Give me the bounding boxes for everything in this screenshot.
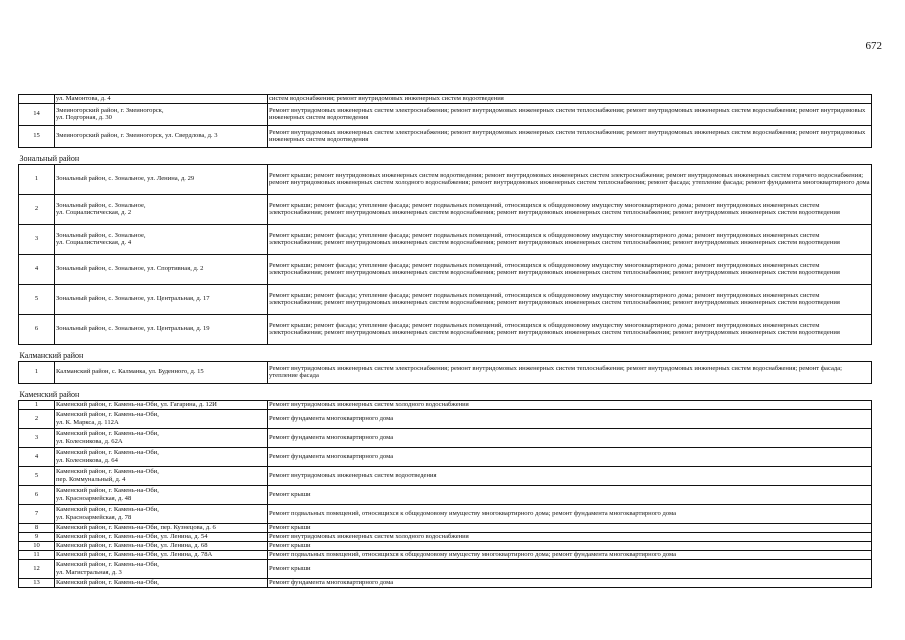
row-number: 10 — [19, 541, 55, 550]
section-header-row — [19, 147, 872, 164]
repair-works: Ремонт фундамента многоквартирного дома — [268, 578, 872, 587]
building-address: Каменский район, г. Камень-на-Оби, ул. Ленина, д. 78А — [55, 550, 268, 559]
row-number: 11 — [19, 550, 55, 559]
repair-works: Ремонт крыши; ремонт фасада; утепление фасада; ремонт подвальных помещений, относящихся к общедомовому имуществу многоквартирного дома; ремонт внутридомовых инженерных систем электроснабжения; ремонт внутридомовых инженерных систем водоснабжения; ремонт внутридомовых инженерных систем теплоснабжения; ремонт внутридомовых инженерных систем водоотведения — [268, 284, 872, 314]
row-number: 5 — [19, 466, 55, 485]
building-address: Каменский район, г. Камень-на-Оби, ул. Магистральная, д. 3 — [55, 559, 268, 578]
repair-works: Ремонт фундамента многоквартирного дома — [268, 447, 872, 466]
building-address: Каменский район, г. Камень-на-Оби, ул. Колесникова, д. 62А — [55, 428, 268, 447]
building-address: Каменский район, г. Камень-на-Оби, ул. Ленина, д. 54 — [55, 532, 268, 541]
building-address: ул. Мамонтова, д. 4 — [55, 95, 268, 104]
table-row — [19, 224, 872, 254]
row-number: 15 — [19, 125, 55, 147]
table-row — [19, 559, 872, 578]
repair-works: Ремонт крыши; ремонт фасада; утепление фасада; ремонт подвальных помещений, относящихся к общедомовому имуществу многоквартирного дома; ремонт внутридомовых инженерных систем электроснабжения; ремонт внутридомовых инженерных систем водоснабжения; ремонт внутридомовых инженерных систем теплоснабжения; ремонт внутридомовых инженерных систем водоотведения — [268, 254, 872, 284]
row-number: 1 — [19, 361, 55, 383]
row-number: 3 — [19, 428, 55, 447]
building-address: Калманский район, с. Калманка, ул. Буденного, д. 15 — [55, 361, 268, 383]
repair-works: Ремонт крыши; ремонт фасада; утепление фасада; ремонт подвальных помещений, относящихся к общедомовому имуществу многоквартирного дома; ремонт внутридомовых инженерных систем электроснабжения; ремонт внутридомовых инженерных систем водоснабжения; ремонт внутридомовых инженерных систем теплоснабжения; ремонт внутридомовых инженерных систем водоотведения — [268, 314, 872, 344]
repair-works: Ремонт внутридомовых инженерных систем холодного водоснабжения — [268, 400, 872, 409]
repair-works: Ремонт подвальных помещений, относящихся к общедомовому имуществу многоквартирного дома; ремонт фундамента многоквартирного дома — [268, 504, 872, 523]
repair-works: систем водоснабжения; ремонт внутридомовых инженерных систем водоотведения — [268, 95, 872, 104]
row-number: 5 — [19, 284, 55, 314]
section-header-row — [19, 344, 872, 361]
building-address: Змеиногорский район, г. Змеиногорск, ул. Свердлова, д. 3 — [55, 125, 268, 147]
table-row — [19, 194, 872, 224]
row-number: 13 — [19, 578, 55, 587]
repair-works: Ремонт внутридомовых инженерных систем водоотведения — [268, 466, 872, 485]
building-address: Каменский район, г. Камень-на-Оби, ул. Колесникова, д. 64 — [55, 447, 268, 466]
building-address: Зональный район, с. Зональное, ул. Социалистическая, д. 2 — [55, 194, 268, 224]
table-row — [19, 428, 872, 447]
building-address: Зональный район, с. Зональное, ул. Спортивная, д. 2 — [55, 254, 268, 284]
building-address: Каменский район, г. Камень-на-Оби, ул. Гагарина, д. 12И — [55, 400, 268, 409]
table-row — [19, 523, 872, 532]
repair-works: Ремонт крыши — [268, 559, 872, 578]
building-address: Каменский район, г. Камень-на-Оби, ул. Ленина, д. 68 — [55, 541, 268, 550]
table-row — [19, 485, 872, 504]
table-row — [19, 314, 872, 344]
building-address: Каменский район, г. Камень-на-Оби, пер. Кузнецова, д. 6 — [55, 523, 268, 532]
repair-works: Ремонт крыши; ремонт внутридомовых инженерных систем водоотведения; ремонт внутридомовых инженерных систем электроснабжения; ремонт внутридомовых инженерных систем горячего водоснабжения; ремонт внутридомовых инженерных систем холодного водоснабжения; ремонт внутридомовых инженерных систем теплоснабжения; ремонт фасада; утепление фасада; ремонт фундамента многоквартирного дома — [268, 164, 872, 194]
repair-works: Ремонт крыши; ремонт фасада; утепление фасада; ремонт подвальных помещений, относящихся к общедомовому имуществу многоквартирного дома; ремонт внутридомовых инженерных систем электроснабжения; ремонт внутридомовых инженерных систем водоснабжения; ремонт внутридомовых инженерных систем теплоснабжения; ремонт внутридомовых инженерных систем водоотведения — [268, 224, 872, 254]
table-row — [19, 284, 872, 314]
building-address: Змеиногорский район, г. Змеиногорск, ул. Подгорная, д. 30 — [55, 103, 268, 125]
table-row — [19, 254, 872, 284]
row-number: 2 — [19, 194, 55, 224]
repair-works: Ремонт внутридомовых инженерных систем холодного водоснабжения — [268, 532, 872, 541]
row-number: 4 — [19, 254, 55, 284]
repair-works: Ремонт крыши; ремонт фасада; утепление фасада; ремонт подвальных помещений, относящихся к общедомовому имуществу многоквартирного дома; ремонт внутридомовых инженерных систем электроснабжения; ремонт внутридомовых инженерных систем водоснабжения; ремонт внутридомовых инженерных систем теплоснабжения; ремонт внутридомовых инженерных систем водоотведения — [268, 194, 872, 224]
table-row — [19, 409, 872, 428]
table-body — [19, 95, 872, 588]
table-row — [19, 125, 872, 147]
row-number: 2 — [19, 409, 55, 428]
row-number: 6 — [19, 314, 55, 344]
building-address: Каменский район, г. Камень-на-Оби, ул. Красноармейская, д. 48 — [55, 485, 268, 504]
row-number: 4 — [19, 447, 55, 466]
building-address: Зональный район, с. Зональное, ул. Центральная, д. 17 — [55, 284, 268, 314]
building-address: Каменский район, г. Камень-на-Оби, — [55, 578, 268, 587]
table-row — [19, 400, 872, 409]
table-row — [19, 578, 872, 587]
repair-works: Ремонт внутридомовых инженерных систем электроснабжения; ремонт внутридомовых инженерных систем теплоснабжения; ремонт внутридомовых инженерных систем водоснабжения; ремонт внутридомовых инженерных систем водоотведения — [268, 103, 872, 125]
building-address: Зональный район, с. Зональное, ул. Социалистическая, д. 4 — [55, 224, 268, 254]
table-row — [19, 504, 872, 523]
row-number: 1 — [19, 400, 55, 409]
table-row — [19, 466, 872, 485]
repair-works: Ремонт крыши — [268, 485, 872, 504]
table-row — [19, 95, 872, 104]
table-row — [19, 550, 872, 559]
section-title: Зональный район — [19, 147, 872, 164]
table-row — [19, 164, 872, 194]
repair-works: Ремонт крыши — [268, 523, 872, 532]
page-number: 672 — [865, 40, 882, 52]
row-number: 3 — [19, 224, 55, 254]
building-address: Зональный район, с. Зональное, ул. Ленина, д. 29 — [55, 164, 268, 194]
table-row — [19, 532, 872, 541]
building-address: Зональный район, с. Зональное, ул. Центральная, д. 19 — [55, 314, 268, 344]
row-number: 7 — [19, 504, 55, 523]
repair-works: Ремонт крыши — [268, 541, 872, 550]
table-row — [19, 103, 872, 125]
table-row — [19, 361, 872, 383]
building-address: Каменский район, г. Камень-на-Оби, ул. Красноармейская, д. 78 — [55, 504, 268, 523]
building-address: Каменский район, г. Камень-на-Оби, пер. Коммунальный, д. 4 — [55, 466, 268, 485]
repair-works: Ремонт внутридомовых инженерных систем электроснабжения; ремонт внутридомовых инженерных систем теплоснабжения; ремонт внутридомовых инженерных систем водоснабжения; ремонт внутридомовых инженерных систем водоотведения — [268, 125, 872, 147]
repair-register-table — [18, 94, 872, 588]
row-number: 12 — [19, 559, 55, 578]
table-row — [19, 541, 872, 550]
repair-works: Ремонт подвальных помещений, относящихся к общедомовому имуществу многоквартирного дома; ремонт фундамента многоквартирного дома — [268, 550, 872, 559]
section-title: Калманский район — [19, 344, 872, 361]
row-number: 6 — [19, 485, 55, 504]
row-number: 9 — [19, 532, 55, 541]
table-row — [19, 447, 872, 466]
repair-works: Ремонт фундамента многоквартирного дома — [268, 428, 872, 447]
row-number: 1 — [19, 164, 55, 194]
section-header-row — [19, 383, 872, 400]
building-address: Каменский район, г. Камень-на-Оби, ул. К. Маркса, д. 112А — [55, 409, 268, 428]
repair-works: Ремонт фундамента многоквартирного дома — [268, 409, 872, 428]
repair-works: Ремонт внутридомовых инженерных систем электроснабжения; ремонт внутридомовых инженерных систем теплоснабжения; ремонт внутридомовых инженерных систем водоснабжения; ремонт фасада; утепление фасада — [268, 361, 872, 383]
row-number: 14 — [19, 103, 55, 125]
section-title: Каменский район — [19, 383, 872, 400]
row-number: 8 — [19, 523, 55, 532]
row-number — [19, 95, 55, 104]
